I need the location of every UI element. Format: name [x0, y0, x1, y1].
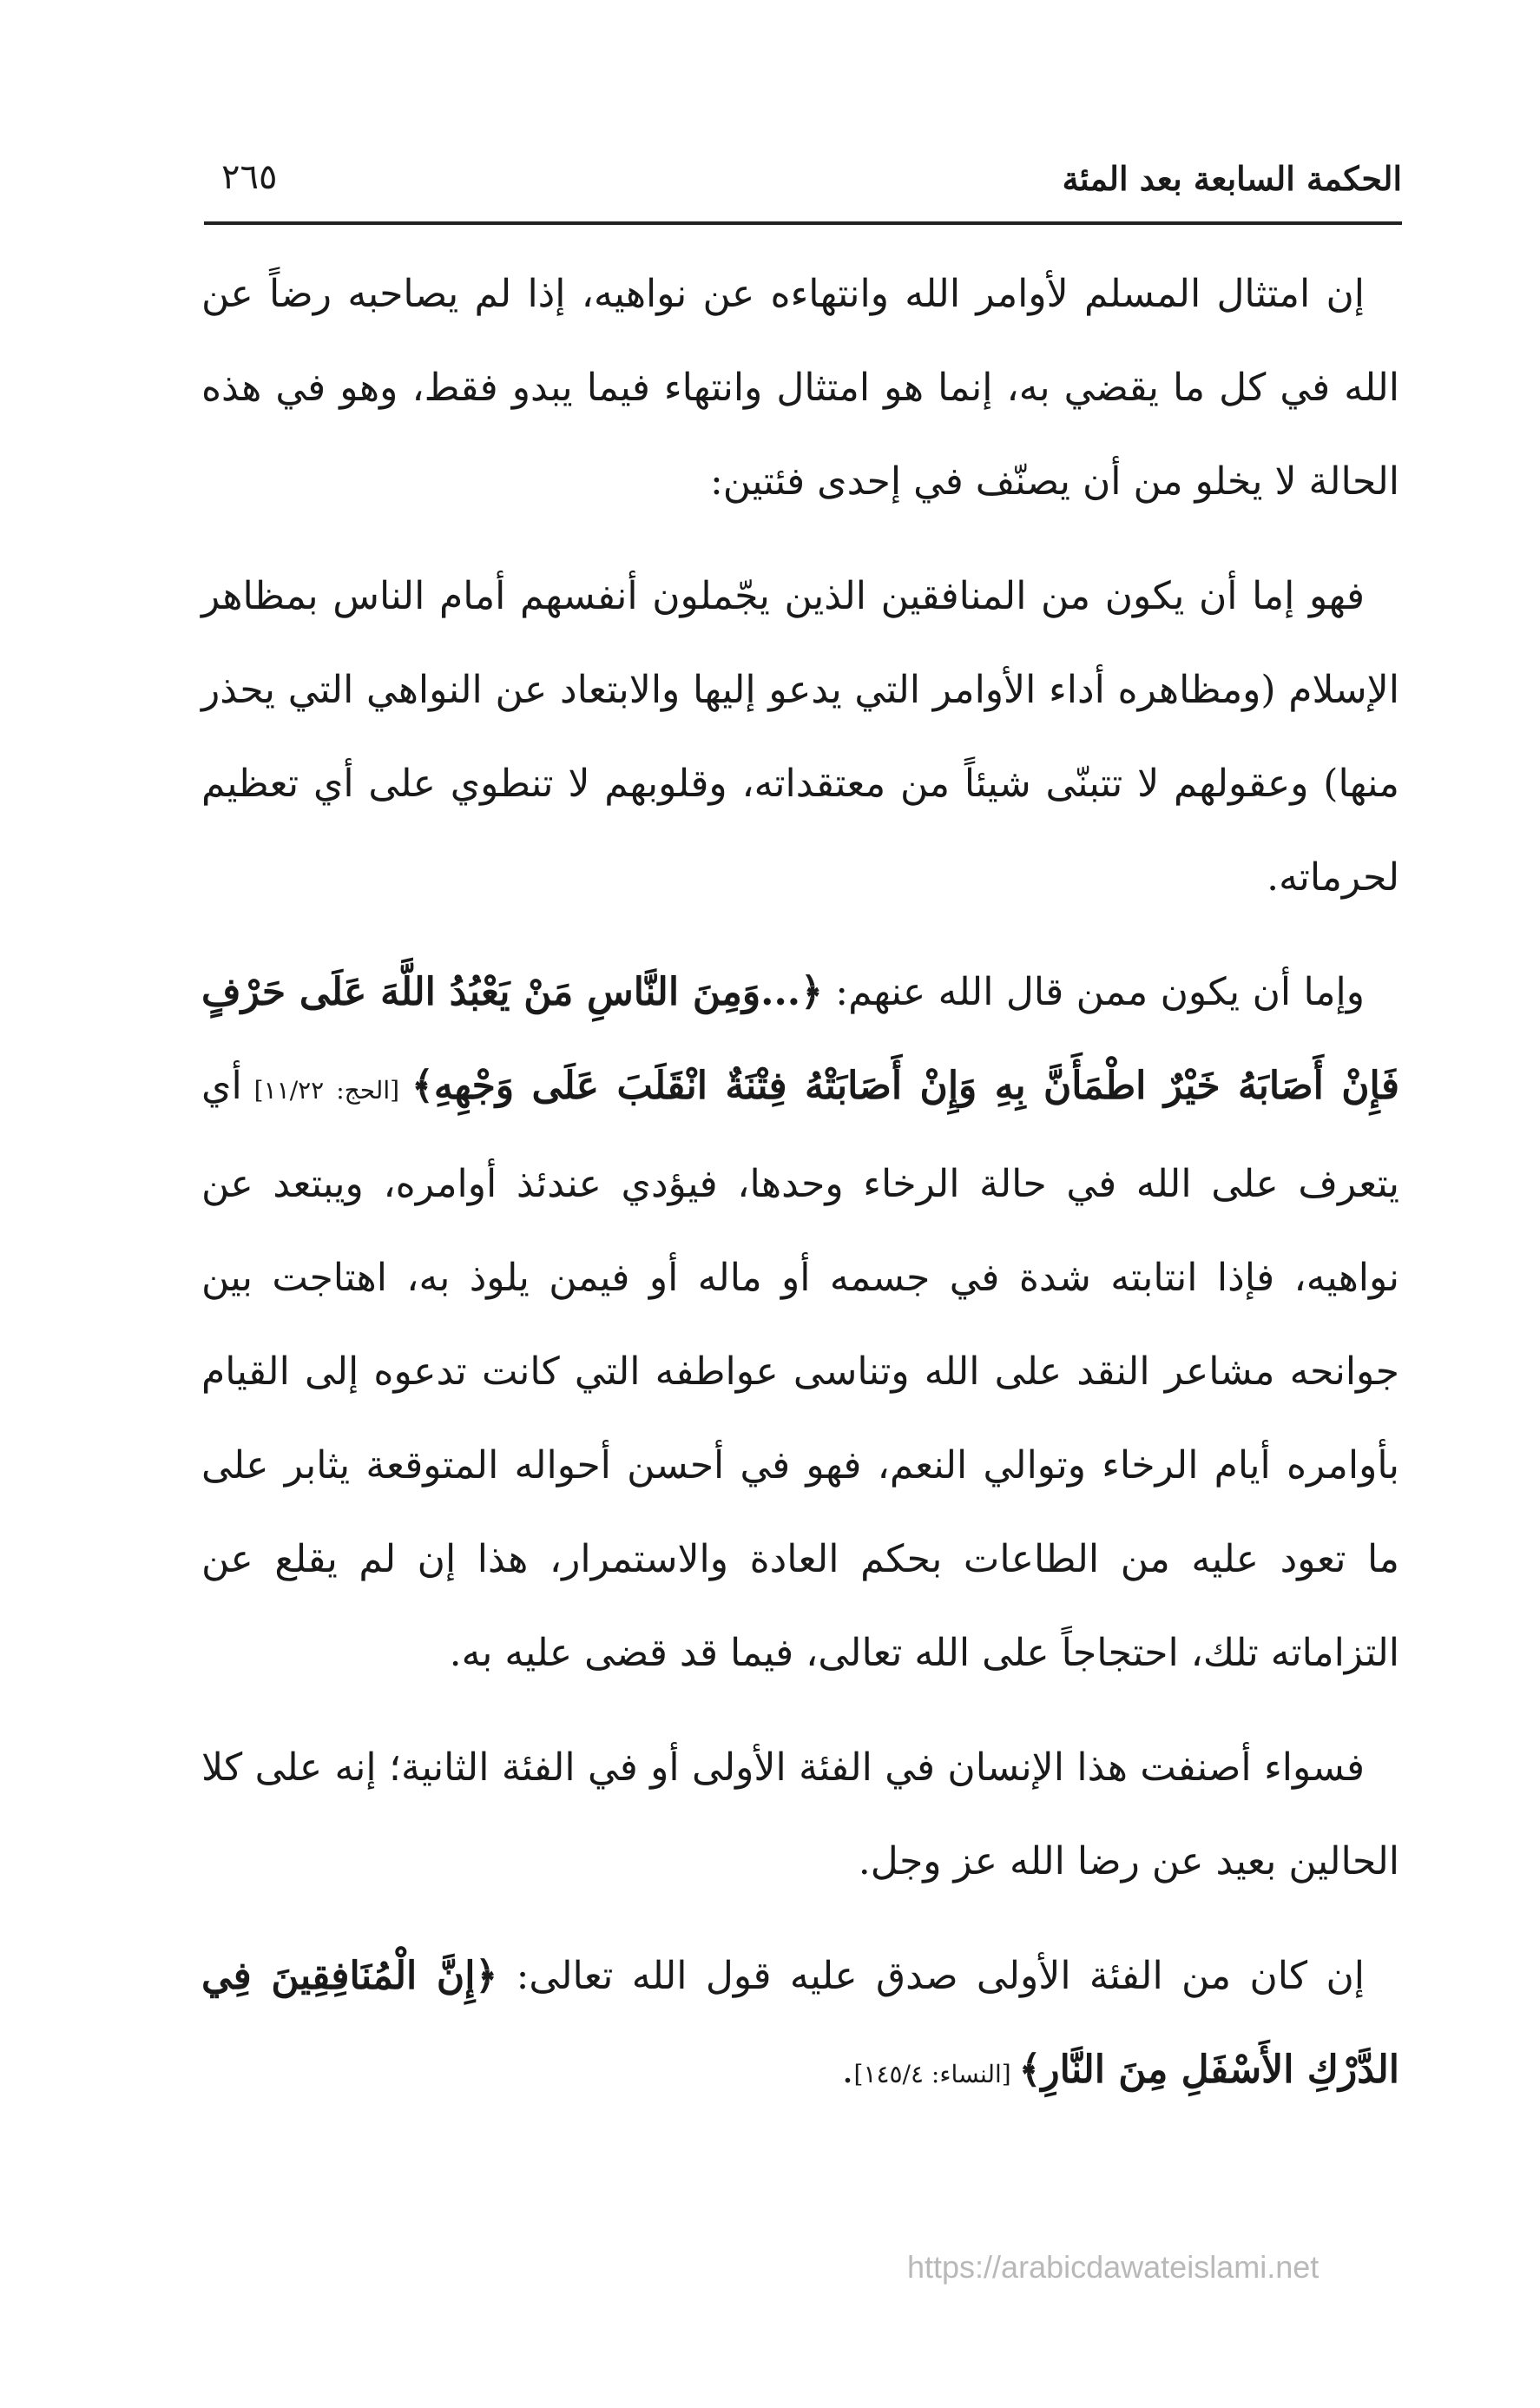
paragraph-5-lead: إن كان من الفئة الأولى صدق عليه قول الله تعالى:: [497, 1954, 1365, 1998]
quran-verse-nisa: ﴿إِنَّ الْمُنَافِقِينَ فِي الدَّرْكِ الأَسْفَلِ مِنَ النَّارِ﴾: [201, 1954, 1399, 2092]
paragraph-1: إن امتثال المسلم لأوامر الله وانتهاءه عن نواهيه، إذا لم يصاحبه رضاً عن الله في كل ما يقضي به، إنما هو امتثال وانتهاء فيما يبدو فقط، وهو في هذه الحالة لا يخلو من أن يصنّف في إحدى فئتين:: [201, 272, 1399, 504]
paragraph-5: [201, 1930, 1399, 2121]
paragraph-3-lead: وإما أن يكون ممن قال الله عنهم:: [822, 970, 1366, 1014]
paragraph-3-rest: أي يتعرف على الله في حالة الرخاء وحدها، فيؤدي عندئذ أوامره، ويبتعد عن نواهيه، فإذا انتابته شدة في جسمه أو ماله أو فيمن يلوذ به، اهتاجت بين جوانحه مشاعر النقد على الله وتناسى عواطفه التي كانت تدعوه إلى القيام بأوامره أيام الرخاء وتوالي النعم، فهو في أحسن أحواله المتوقعة يثابر على ما تعود عليه من الطاعات بحكم العادة والاستمرار، هذا إن لم يقلع عن التزاماته تلك، احتجاجاً على الله تعالى، فيما قد قضى عليه به.: [201, 1064, 1399, 1675]
chapter-title: الحكمة السابعة بعد المئة: [1062, 159, 1402, 198]
verse-citation-nisa: [النساء: ١٤٥/٤]: [853, 2060, 1019, 2088]
source-watermark: https://arabicdawateislami.net: [907, 2249, 1320, 2285]
page-number: ٢٦٥: [221, 157, 278, 197]
paragraph-4: فسواء أصنفت هذا الإنسان في الفئة الأولى أو في الفئة الثانية؛ إنه على كلا الحالين بعيد عن رضا الله عز وجل.: [201, 1745, 1399, 1884]
verse-citation-hajj: [الحج: ١١/٢٢]: [241, 1076, 412, 1105]
header-divider: [204, 221, 1402, 225]
page-header: [204, 148, 1402, 210]
paragraph-5-rest: .: [841, 2048, 854, 2092]
page-body: [201, 247, 1399, 2142]
paragraph-3: [201, 946, 1399, 1700]
paragraph-2: فهو إما أن يكون من المنافقين الذين يجّملون أنفسهم أمام الناس بمظاهر الإسلام (ومظاهره أداء الأوامر التي يدعو إليها والابتعاد عن النواهي التي يحذر منها) وعقولهم لا تتبنّى شيئاً من معتقداته، وقلوبهم لا تنطوي على أي تعظيم لحرماته.: [201, 574, 1399, 900]
quran-verse-hajj: ﴿...وَمِنَ النَّاسِ مَنْ يَعْبُدُ اللَّهَ عَلَى حَرْفٍ فَإِنْ أَصَابَهُ خَيْرٌ اطْمَأَنَّ بِهِ وَإِنْ أَصَابَتْهُ فِتْنَةٌ انْقَلَبَ عَلَى وَجْهِهِ﴾: [201, 970, 1399, 1108]
